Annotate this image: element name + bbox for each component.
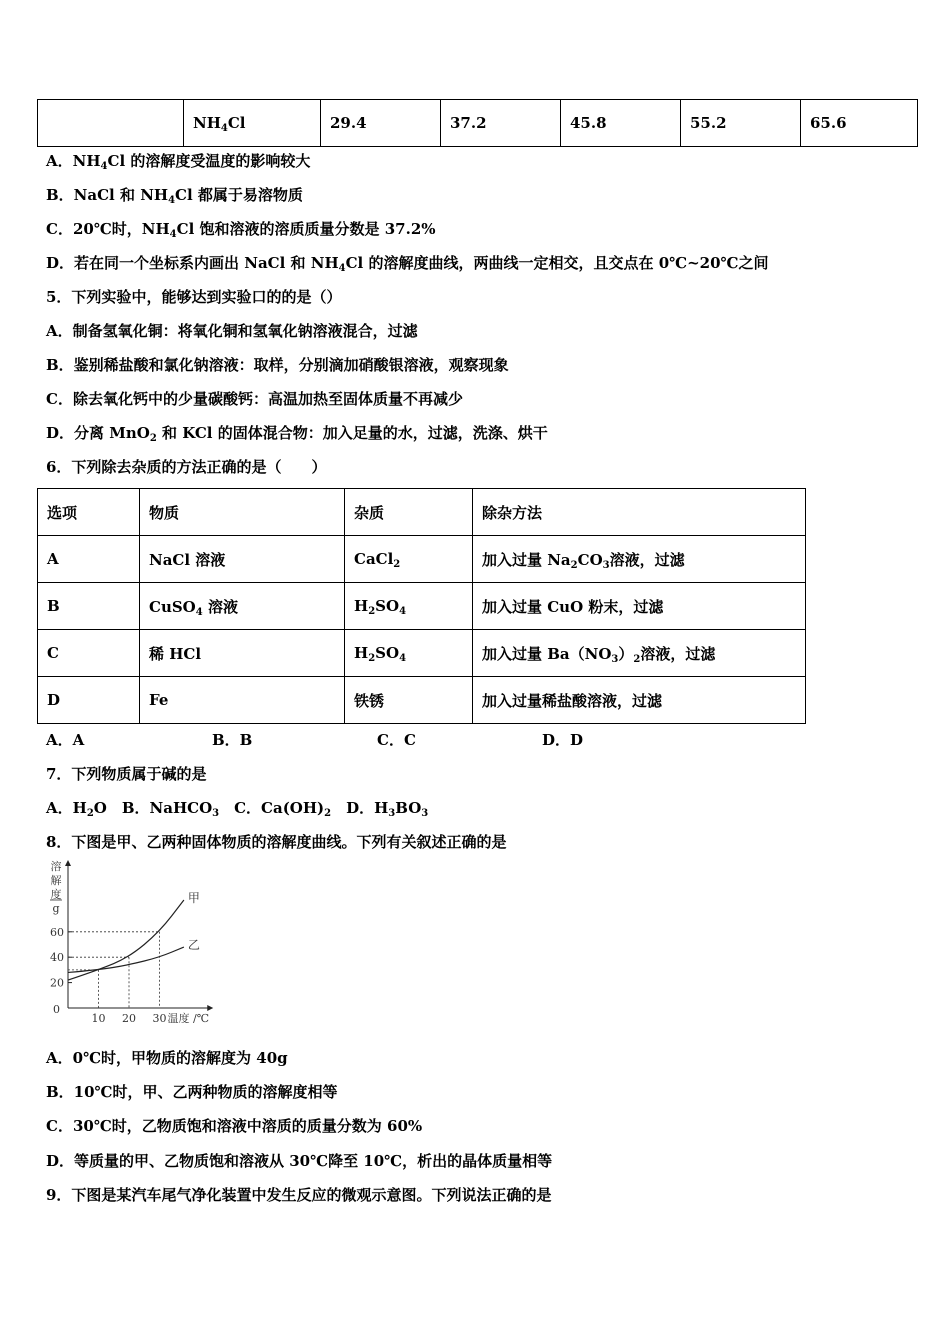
x-tick-label: 30 [152,1012,167,1023]
header-impurity: 杂质 [345,489,473,536]
header-option: 选项 [38,489,140,536]
x-axis-arrow [207,1005,213,1011]
table-cell-nh4cl: $NH_4Cl$ [184,100,321,147]
q7-options[interactable]: A．$H_2O$ B．NaHCO$_3$ C．$Ca(OH)_2$ D．$H_3BO_3$ [46,799,429,819]
row-option: C [38,630,140,677]
y-tick-label: 20 [50,976,64,990]
table-cell [38,100,184,147]
row-method: 加入过量 $Na_2CO_3$溶液，过滤 [473,536,806,583]
series-label: 甲 [187,891,200,906]
solubility-table-tail [37,99,918,147]
q4-option-c[interactable]: C．20℃时，$NH_4Cl$ 饱和溶液的溶质质量分数是 37.2% [46,220,436,240]
q5-option-a[interactable]: A．制备氢氧化铜：将氧化铜和氢氧化钠溶液混合，过滤 [46,322,418,340]
q6-choice-d[interactable]: D．D [542,731,584,749]
q8-option-a[interactable]: A．0℃时，甲物质的溶解度为 40g [46,1049,288,1067]
q5-stem: 5．下列实验中，能够达到实验口的的是（） [46,288,342,306]
x-tick-label: 10 [91,1012,106,1023]
row-substance: NaCl 溶液 [140,536,345,583]
series-label: 乙 [187,938,200,953]
table-cell: 65.6 [801,100,918,147]
row-substance: CuSO$_4$ 溶液 [140,583,345,630]
q6-choice-a[interactable]: A．A [46,731,85,749]
q8-option-b[interactable]: B．10℃时，甲、乙两种物质的溶解度相等 [46,1083,338,1101]
q6-choice-c[interactable]: C．C [377,731,416,749]
row-method: 加入过量稀盐酸溶液，过滤 [473,677,806,724]
table-cell: 45.8 [561,100,681,147]
q8-stem: 8．下图是甲、乙两种固体物质的溶解度曲线。下列有关叙述正确的是 [46,833,507,851]
q5-option-b[interactable]: B．鉴别稀盐酸和氯化钠溶液：取样，分别滴加硝酸银溶液，观察现象 [46,356,509,374]
row-option: A [38,536,140,583]
row-impurity: 铁锈 [345,677,473,724]
q8-option-d[interactable]: D．等质量的甲、乙物质饱和溶液从 30℃降至 10℃，析出的晶体质量相等 [46,1152,553,1170]
table-row [38,677,806,724]
row-impurity: CaCl$_2$ [345,536,473,583]
q5-option-c[interactable]: C．除去氧化钙中的少量碳酸钙：高温加热至固体质量不再减少 [46,390,463,408]
row-impurity: $H_2SO_4$ [345,583,473,630]
series-line-jia [68,900,184,980]
header-substance: 物质 [140,489,345,536]
y-axis-arrow [65,860,71,866]
table-row [38,100,918,147]
x-axis-label: 温度 /℃ [167,1012,210,1023]
table-cell: 37.2 [441,100,561,147]
row-option: D [38,677,140,724]
y-axis-label-char: g [52,902,60,915]
series-line-yi [68,947,184,972]
q8-option-c[interactable]: C．30℃时，乙物质饱和溶液中溶质的质量分数为 60% [46,1117,423,1135]
row-option: B [38,583,140,630]
q7-stem: 7．下列物质属于碱的是 [46,765,207,783]
y-axis-label-char: 溶 [50,860,62,873]
q4-option-a[interactable]: A．$NH_4Cl$ 的溶解度受温度的影响较大 [46,152,311,172]
table-cell: 29.4 [321,100,441,147]
y-tick-label: 60 [50,925,64,939]
impurity-table [37,488,806,724]
table-header-row [38,489,806,536]
q6-stem: 6．下列除去杂质的方法正确的是（ ） [46,458,327,476]
q4-option-b[interactable]: B．NaCl 和 $NH_4Cl$ 都属于易溶物质 [46,186,303,206]
q4-option-d[interactable]: D．若在同一个坐标系内画出 NaCl 和 $NH_4Cl$ 的溶解度曲线，两曲线一定相交，且交点在 0℃~20℃之间 [46,254,769,274]
origin-label: 0 [53,1003,60,1016]
table-row [38,583,806,630]
q5-option-d[interactable]: D．分离 MnO$_2$ 和 KCl 的固体混合物：加入足量的水，过滤，洗涤、烘干 [46,424,548,444]
y-axis-label-char: 解 [50,874,62,887]
row-method: 加入过量 $Ba(NO_3)_2$溶液，过滤 [473,630,806,677]
q9-stem: 9．下图是某汽车尾气净化装置中发生反应的微观示意图。下列说法正确的是 [46,1186,552,1204]
x-tick-label: 20 [122,1012,136,1023]
table-cell: 55.2 [681,100,801,147]
q6-choice-b[interactable]: B．B [212,731,253,749]
y-tick-label: 40 [50,951,64,965]
table-row [38,630,806,677]
row-substance: 稀 HCl [140,630,345,677]
solubility-chart [44,858,234,1023]
row-substance: Fe [140,677,345,724]
row-impurity: $H_2SO_4$ [345,630,473,677]
table-row [38,536,806,583]
row-method: 加入过量 CuO 粉末，过滤 [473,583,806,630]
header-method: 除杂方法 [473,489,806,536]
y-axis-label-char: 度 [50,888,62,901]
